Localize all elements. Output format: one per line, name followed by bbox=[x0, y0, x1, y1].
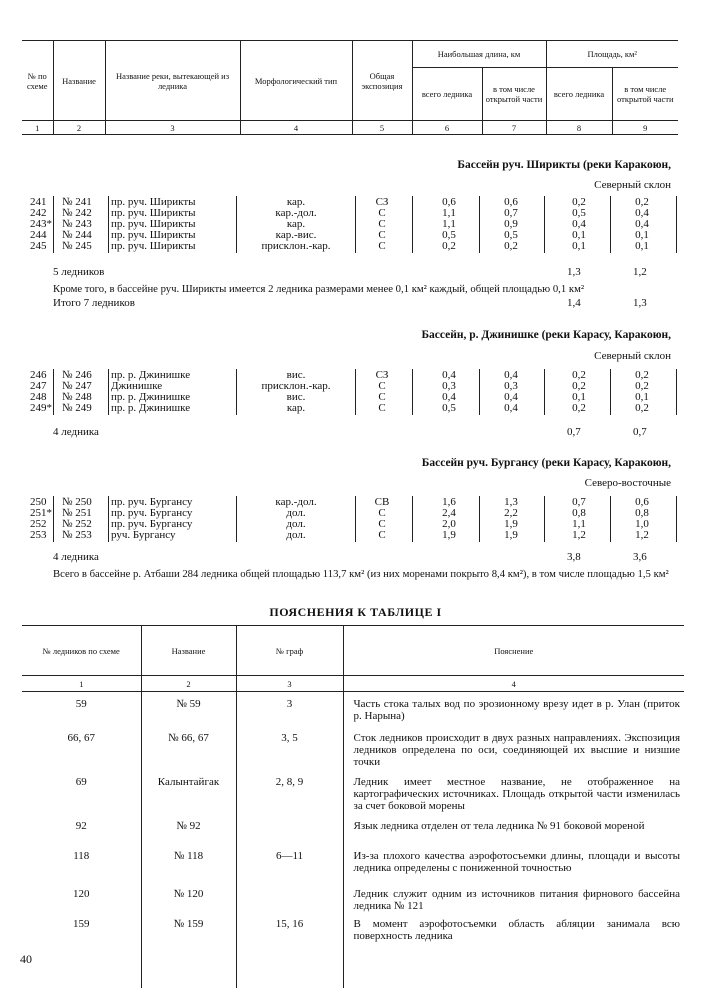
cell-exp: С bbox=[378, 391, 386, 403]
column-divider bbox=[479, 496, 480, 542]
table-row bbox=[0, 403, 700, 414]
exp-header-expl: Пояснение bbox=[343, 626, 684, 676]
cell-lt: 2,4 bbox=[442, 507, 456, 519]
cell-text: В момент аэрофотосъемки область абляции занимала всю поверхность ледника bbox=[343, 912, 684, 948]
col-number: 3 bbox=[105, 121, 240, 135]
cell-num: 241 bbox=[30, 196, 47, 208]
column-divider bbox=[108, 369, 109, 415]
exp-header-graph: № граф bbox=[236, 626, 343, 676]
table-row bbox=[0, 497, 700, 508]
cell-lo: 0,5 bbox=[504, 229, 518, 241]
cell-name: № 92 bbox=[141, 814, 236, 844]
cell-lt: 0,5 bbox=[442, 402, 456, 414]
col-number: 5 bbox=[352, 121, 412, 135]
cell-morph: присклон.-кар. bbox=[261, 240, 331, 252]
column-divider bbox=[544, 369, 545, 415]
section-title: Бассейн руч. Бургансу (реки Карасу, Каракоюн, bbox=[421, 457, 671, 469]
col-number: 9 bbox=[612, 121, 678, 135]
cell-at: 0,8 bbox=[572, 507, 586, 519]
section-note: Кроме того, в бассейне руч. Ширикты имеется 2 ледника размерами менее 0,1 км² каждый, общей площадью 0,1 км² bbox=[53, 283, 585, 295]
table-row bbox=[22, 844, 684, 882]
table-row bbox=[0, 508, 700, 519]
cell-morph: дол. bbox=[286, 529, 306, 541]
cell-num: 244 bbox=[30, 229, 47, 241]
cell-name: № 66, 67 bbox=[141, 726, 236, 770]
summary-area-total: 0,7 bbox=[567, 426, 581, 438]
col-number: 8 bbox=[546, 121, 612, 135]
column-divider bbox=[355, 496, 356, 542]
exp-header-num: № ледников по схеме bbox=[22, 626, 141, 676]
cell-at: 0,1 bbox=[572, 391, 586, 403]
cell-graph bbox=[236, 882, 343, 912]
col-number: 1 bbox=[22, 121, 53, 135]
cell-exp: С bbox=[378, 380, 386, 392]
section-subtitle: Северный склон bbox=[594, 179, 671, 191]
col-number: 7 bbox=[482, 121, 546, 135]
section-title: Бассейн, р. Джинишке (реки Карасу, Каракоюн, bbox=[421, 329, 671, 341]
table-row bbox=[0, 208, 700, 219]
cell-lo: 1,9 bbox=[504, 529, 518, 541]
cell-text: Язык ледника отделен от тела ледника № 91 боковой мореной bbox=[343, 814, 684, 844]
explanations-body bbox=[22, 692, 684, 988]
cell-river: руч. Бургансу bbox=[111, 529, 176, 541]
cell-num: 247 bbox=[30, 380, 47, 392]
cell-num: 248 bbox=[30, 391, 47, 403]
cell-ao: 1,0 bbox=[635, 518, 649, 530]
cell-name: № 159 bbox=[141, 912, 236, 948]
cell-text: Сток ледников происходит в двух разных направлениях. Экспозиция ледников определена по оси, соединяющей их высшие и низшие точки bbox=[343, 726, 684, 770]
explanations-title: ПОЯСНЕНИЯ К ТАБЛИЦЕ I bbox=[269, 605, 442, 619]
cell-graph: 6—11 bbox=[236, 844, 343, 882]
cell-num: 250 bbox=[30, 496, 47, 508]
cell-morph: кар. bbox=[286, 196, 306, 208]
column-divider bbox=[479, 196, 480, 253]
column-divider bbox=[355, 369, 356, 415]
summary-area-total: 1,3 bbox=[567, 266, 581, 278]
cell-river: пр. руч. Бургансу bbox=[111, 496, 193, 508]
cell-river: пр. руч. Ширикты bbox=[111, 229, 196, 241]
section-subtitle: Северо-восточные bbox=[584, 477, 671, 489]
cell-exp: С bbox=[378, 507, 386, 519]
cell-num: 69 bbox=[75, 775, 87, 788]
column-divider bbox=[53, 369, 54, 415]
cell-morph: дол. bbox=[286, 507, 306, 519]
cell-exp: С bbox=[378, 218, 386, 230]
column-divider bbox=[412, 496, 413, 542]
cell-morph: кар.-вис. bbox=[275, 229, 317, 241]
cell-at: 1,1 bbox=[572, 518, 586, 530]
cell-river: пр. р. Джинишке bbox=[111, 391, 191, 403]
cell-num: 118 bbox=[73, 849, 90, 862]
cell-exp: С bbox=[378, 529, 386, 541]
glacier-table-header bbox=[22, 40, 678, 135]
header-morph: Морфологический тип bbox=[240, 41, 352, 121]
col-number: 1 bbox=[22, 676, 141, 692]
cell-ao: 0,1 bbox=[635, 391, 649, 403]
cell-num: 242 bbox=[30, 207, 47, 219]
cell-ao: 0,2 bbox=[635, 380, 649, 392]
column-divider bbox=[412, 196, 413, 253]
cell-text: Из-за плохого качества аэрофотосъемки длины, площади и высоты ледника определены с пониженной точностью bbox=[343, 844, 684, 882]
cell-exp: С bbox=[378, 240, 386, 252]
cell-name: № 251 bbox=[62, 507, 92, 519]
cell-lt: 1,1 bbox=[442, 207, 456, 219]
cell-river: пр. руч. Ширикты bbox=[111, 207, 196, 219]
column-divider bbox=[676, 196, 677, 253]
cell-name: № 245 bbox=[62, 240, 92, 252]
cell-name: Калынтайгак bbox=[141, 770, 236, 814]
section-subtitle: Северный склон bbox=[594, 350, 671, 362]
column-divider bbox=[544, 196, 545, 253]
column-divider bbox=[236, 496, 237, 542]
header-area-open: в том числе открытой части bbox=[612, 68, 678, 121]
cell-lt: 1,9 bbox=[442, 529, 456, 541]
cell-lt: 1,6 bbox=[442, 496, 456, 508]
header-river: Название реки, вытекающей из ледника bbox=[105, 41, 240, 121]
cell-exp: СЗ bbox=[375, 196, 389, 208]
cell-num: 251* bbox=[30, 507, 52, 519]
cell-num: 92 bbox=[75, 819, 87, 832]
cell-num: 249* bbox=[30, 402, 52, 414]
table-row bbox=[0, 230, 700, 241]
cell-at: 0,7 bbox=[572, 496, 586, 508]
exp-header-name: Название bbox=[141, 626, 236, 676]
column-divider bbox=[544, 496, 545, 542]
col-number: 2 bbox=[141, 676, 236, 692]
cell-exp: С bbox=[378, 402, 386, 414]
cell-morph: кар. bbox=[286, 402, 306, 414]
cell-at: 0,2 bbox=[572, 369, 586, 381]
cell-name: № 250 bbox=[62, 496, 92, 508]
cell-ao: 0,6 bbox=[635, 496, 649, 508]
page-number: 40 bbox=[20, 952, 32, 966]
cell-num: 245 bbox=[30, 240, 47, 252]
cell-morph: дол. bbox=[286, 518, 306, 530]
cell-lo: 1,3 bbox=[504, 496, 518, 508]
table-row bbox=[0, 197, 700, 208]
cell-at: 0,1 bbox=[572, 240, 586, 252]
cell-name: № 241 bbox=[62, 196, 92, 208]
cell-river: пр. руч. Ширикты bbox=[111, 218, 196, 230]
cell-at: 0,2 bbox=[572, 196, 586, 208]
cell-river: пр. руч. Ширикты bbox=[111, 240, 196, 252]
cell-lt: 0,5 bbox=[442, 229, 456, 241]
column-divider bbox=[236, 196, 237, 253]
cell-name: № 243 bbox=[62, 218, 92, 230]
column-divider bbox=[610, 196, 611, 253]
cell-lt: 1,1 bbox=[442, 218, 456, 230]
col-number: 6 bbox=[412, 121, 482, 135]
summary-label: 5 ледников bbox=[53, 266, 105, 278]
table-row bbox=[0, 530, 700, 541]
cell-ao: 0,1 bbox=[635, 240, 649, 252]
column-divider bbox=[236, 369, 237, 415]
total-area-open: 1,3 bbox=[633, 297, 647, 309]
cell-lo: 1,9 bbox=[504, 518, 518, 530]
table-row bbox=[0, 392, 700, 403]
cell-exp: С bbox=[378, 207, 386, 219]
summary-area-total: 3,8 bbox=[567, 551, 581, 563]
column-divider bbox=[610, 496, 611, 542]
summary-area-open: 3,6 bbox=[633, 551, 647, 563]
column-divider bbox=[355, 196, 356, 253]
cell-river: пр. руч. Бургансу bbox=[111, 507, 193, 519]
empty-cell bbox=[236, 948, 343, 988]
table-row bbox=[22, 882, 684, 912]
cell-at: 0,5 bbox=[572, 207, 586, 219]
header-exposure: Общая экспозиция bbox=[352, 41, 412, 121]
cell-morph: кар. bbox=[286, 218, 306, 230]
cell-ao: 0,1 bbox=[635, 229, 649, 241]
cell-lo: 2,2 bbox=[504, 507, 518, 519]
table-row bbox=[22, 692, 684, 726]
cell-num: 252 bbox=[30, 518, 47, 530]
cell-river: пр. руч. Ширикты bbox=[111, 196, 196, 208]
empty-cell bbox=[343, 948, 684, 988]
cell-at: 0,2 bbox=[572, 380, 586, 392]
cell-num: 243* bbox=[30, 218, 52, 230]
cell-name: № 244 bbox=[62, 229, 92, 241]
explanations-table bbox=[22, 625, 684, 988]
cell-lt: 2,0 bbox=[442, 518, 456, 530]
cell-river: пр. руч. Бургансу bbox=[111, 518, 193, 530]
cell-num: 66, 67 bbox=[67, 731, 95, 744]
cell-lo: 0,3 bbox=[504, 380, 518, 392]
cell-lt: 0,2 bbox=[442, 240, 456, 252]
cell-exp: СЗ bbox=[375, 369, 389, 381]
empty-cell bbox=[22, 948, 141, 988]
cell-morph: вис. bbox=[286, 369, 306, 381]
cell-lt: 0,4 bbox=[442, 391, 456, 403]
cell-morph: кар.-дол. bbox=[275, 496, 317, 508]
cell-graph: 15, 16 bbox=[236, 912, 343, 948]
table-row bbox=[0, 519, 700, 530]
cell-text: Ледник имеет местное название, не отображенное на картографических источниках. Площадь открытой части изменилась за счет боковой морены bbox=[343, 770, 684, 814]
summary-label: 4 ледника bbox=[53, 426, 99, 438]
column-divider bbox=[108, 496, 109, 542]
cell-graph bbox=[236, 814, 343, 844]
table-filler-row bbox=[22, 948, 684, 988]
cell-name: № 118 bbox=[141, 844, 236, 882]
cell-name: № 247 bbox=[62, 380, 92, 392]
col-number: 4 bbox=[240, 121, 352, 135]
cell-river: Джинишке bbox=[111, 380, 163, 392]
cell-lo: 0,7 bbox=[504, 207, 518, 219]
cell-lo: 0,4 bbox=[504, 402, 518, 414]
cell-name: № 242 bbox=[62, 207, 92, 219]
table-row bbox=[0, 241, 700, 252]
col-number: 4 bbox=[343, 676, 684, 692]
cell-ao: 0,4 bbox=[635, 218, 649, 230]
cell-num: 59 bbox=[75, 698, 87, 710]
cell-name: № 248 bbox=[62, 391, 92, 403]
table-row bbox=[22, 814, 684, 844]
cell-lt: 0,3 bbox=[442, 380, 456, 392]
table-row bbox=[22, 912, 684, 948]
col-number: 3 bbox=[236, 676, 343, 692]
cell-name: № 253 bbox=[62, 529, 92, 541]
cell-at: 1,2 bbox=[572, 529, 586, 541]
cell-lo: 0,4 bbox=[504, 391, 518, 403]
table-row bbox=[0, 381, 700, 392]
header-area-group: Площадь, км² bbox=[546, 41, 678, 68]
cell-river: пр. р. Джинишке bbox=[111, 369, 191, 381]
summary-label: 4 ледника bbox=[53, 551, 99, 563]
cell-text: Ледник служит одним из источников питания фирнового бассейна ледника № 121 bbox=[343, 882, 684, 912]
cell-ao: 0,2 bbox=[635, 369, 649, 381]
cell-num: 253 bbox=[30, 529, 47, 541]
column-divider bbox=[412, 369, 413, 415]
cell-name: № 252 bbox=[62, 518, 92, 530]
cell-ao: 0,4 bbox=[635, 207, 649, 219]
column-divider bbox=[676, 496, 677, 542]
cell-morph: вис. bbox=[286, 391, 306, 403]
total-label: Итого 7 ледников bbox=[53, 297, 135, 309]
table-row bbox=[22, 726, 684, 770]
cell-num: 159 bbox=[73, 917, 90, 930]
table-row bbox=[0, 219, 700, 230]
cell-ao: 0,2 bbox=[635, 402, 649, 414]
section-title: Бассейн руч. Ширикты (реки Каракоюн, bbox=[457, 159, 671, 171]
cell-lt: 0,6 bbox=[442, 196, 456, 208]
cell-graph: 3, 5 bbox=[236, 726, 343, 770]
empty-cell bbox=[141, 948, 236, 988]
cell-at: 0,1 bbox=[572, 229, 586, 241]
header-length-total: всего ледника bbox=[412, 68, 482, 121]
cell-lo: 0,2 bbox=[504, 240, 518, 252]
cell-name: № 120 bbox=[141, 882, 236, 912]
cell-ao: 0,2 bbox=[635, 196, 649, 208]
cell-graph: 2, 8, 9 bbox=[236, 770, 343, 814]
cell-lo: 0,4 bbox=[504, 369, 518, 381]
cell-lo: 0,9 bbox=[504, 218, 518, 230]
basin-total-text: Всего в бассейне р. Атбаши 284 ледника общей площадью 113,7 км² (из них моренами покрыто 8,4 км²), в том числе площадью 1,5 км² bbox=[53, 568, 669, 580]
cell-graph: 3 bbox=[236, 692, 343, 726]
cell-num: 120 bbox=[73, 887, 90, 900]
cell-name: № 246 bbox=[62, 369, 92, 381]
table-row bbox=[22, 770, 684, 814]
table-row bbox=[0, 370, 700, 381]
cell-morph: присклон.-кар. bbox=[261, 380, 331, 392]
total-area-total: 1,4 bbox=[567, 297, 581, 309]
header-length-open: в том числе открытой части bbox=[482, 68, 546, 121]
summary-area-open: 0,7 bbox=[633, 426, 647, 438]
cell-lo: 0,6 bbox=[504, 196, 518, 208]
summary-area-open: 1,2 bbox=[633, 266, 647, 278]
cell-morph: кар.-дол. bbox=[275, 207, 317, 219]
cell-at: 0,2 bbox=[572, 402, 586, 414]
cell-exp: СВ bbox=[374, 496, 390, 508]
cell-text: Часть стока талых вод по эрозионному врезу идет в р. Улан (приток р. Нарына) bbox=[343, 692, 684, 726]
column-divider bbox=[610, 369, 611, 415]
cell-name: № 59 bbox=[141, 692, 236, 726]
column-divider bbox=[676, 369, 677, 415]
header-name: Название bbox=[53, 41, 105, 121]
cell-river: пр. р. Джинишке bbox=[111, 402, 191, 414]
cell-name: № 249 bbox=[62, 402, 92, 414]
col-number: 2 bbox=[53, 121, 105, 135]
column-divider bbox=[479, 369, 480, 415]
cell-num: 246 bbox=[30, 369, 47, 381]
column-divider bbox=[108, 196, 109, 253]
header-area-total: всего ледника bbox=[546, 68, 612, 121]
cell-exp: С bbox=[378, 229, 386, 241]
column-divider bbox=[53, 496, 54, 542]
header-length-group: Наибольшая длина, км bbox=[412, 41, 546, 68]
cell-ao: 0,8 bbox=[635, 507, 649, 519]
cell-ao: 1,2 bbox=[635, 529, 649, 541]
cell-at: 0,4 bbox=[572, 218, 586, 230]
column-divider bbox=[53, 196, 54, 253]
cell-lt: 0,4 bbox=[442, 369, 456, 381]
header-num: № по схеме bbox=[22, 41, 53, 121]
cell-exp: С bbox=[378, 518, 386, 530]
